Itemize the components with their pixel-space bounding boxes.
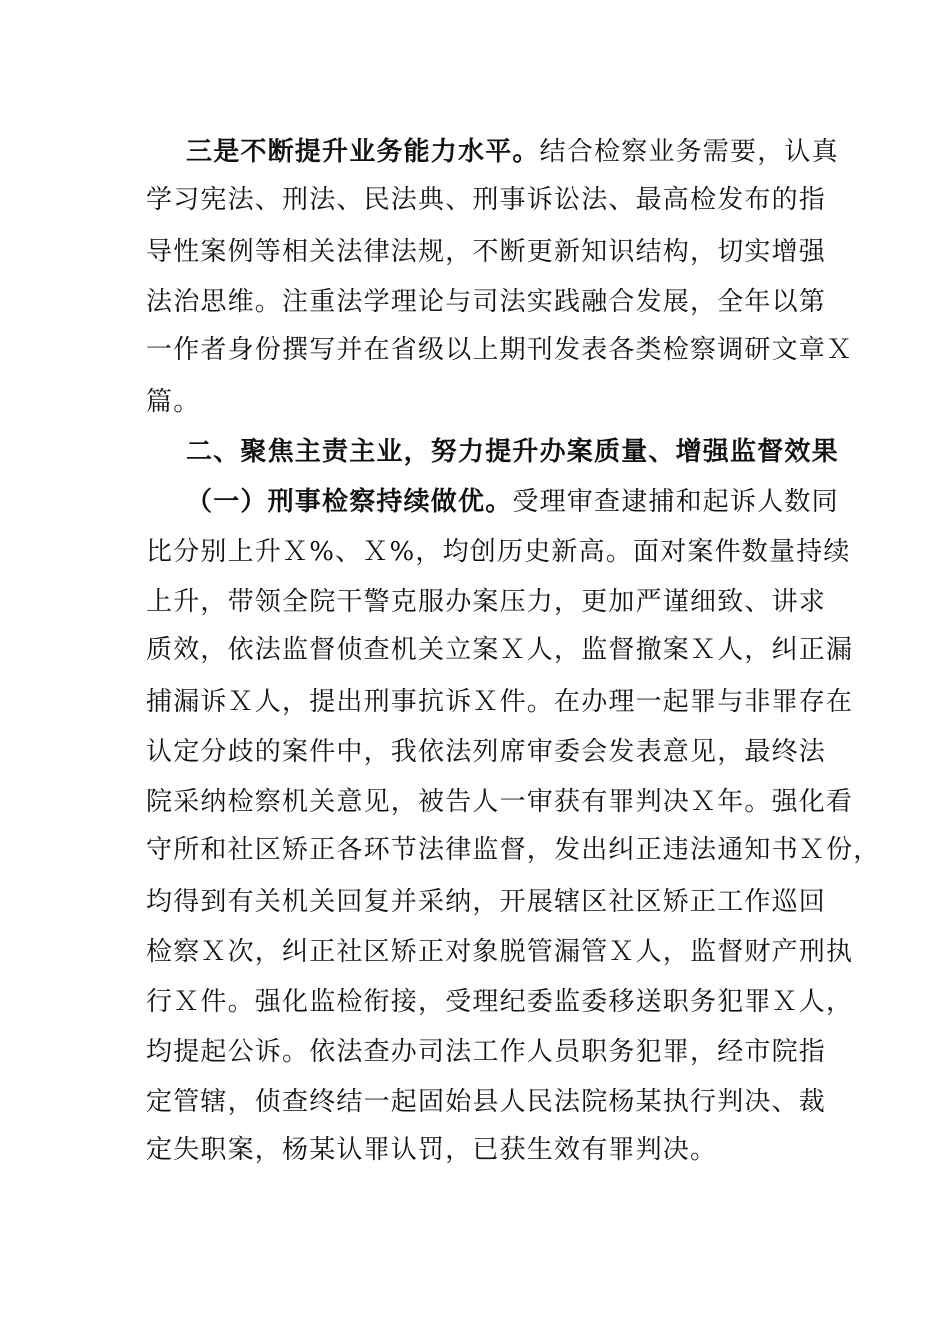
paragraph-line: 篇。: [146, 387, 201, 417]
paragraph-line: 行Ｘ件。强化监检衔接，受理纪委监委移送职务犯罪Ｘ人，: [146, 987, 854, 1017]
paragraph-line: 质效，依法监督侦查机关立案Ｘ人，监督撤案Ｘ人，纠正漏: [146, 635, 854, 665]
paragraph-line: 定失职案，杨某认罪认罚，已获生效有罪判决。: [146, 1135, 718, 1165]
paragraph-line: 捕漏诉Ｘ人，提出刑事抗诉Ｘ件。在办理一起罪与非罪存在: [146, 687, 854, 717]
paragraph-text: 受理审查逮捕和起诉人数同: [512, 487, 839, 517]
paragraph-line: 一作者身份撰写并在省级以上期刊发表各类检察调研文章Ｘ: [146, 335, 854, 365]
paragraph-text: 结合检察业务需要，认真: [539, 137, 839, 167]
paragraph-line: 法治思维。注重法学理论与司法实践融合发展，全年以第: [146, 287, 827, 317]
paragraph-line: 学习宪法、刑法、民法典、刑事诉讼法、最高检发布的指: [146, 185, 827, 215]
paragraph-line: 认定分歧的案件中，我依法列席审委会发表意见，最终法: [146, 737, 827, 767]
paragraph-line: 院采纳检察机关意见，被告人一审获有罪判决Ｘ年。强化看: [146, 787, 854, 817]
paragraph-line: 导性案例等相关法律法规，不断更新知识结构，切实增强: [146, 237, 827, 267]
paragraph-line: 定管辖，侦查终结一起固始县人民法院杨某执行判决、裁: [146, 1087, 827, 1117]
paragraph-line: 比分别上升Ｘ%、Ｘ%，均创历史新高。面对案件数量持续: [146, 537, 851, 567]
section-heading: 二、聚焦主责主业，努力提升办案质量、增强监督效果: [186, 437, 839, 467]
paragraph-lead: 三是不断提升业务能力水平。: [186, 137, 540, 167]
paragraph-line: [186, 486, 866, 518]
subsection-lead: （一）刑事检察持续做优。: [186, 487, 513, 517]
paragraph-line: 上升，带领全院干警克服办案压力，更加严谨细致、讲求: [146, 587, 827, 617]
paragraph-line: 均得到有关机关回复并采纳，开展辖区社区矫正工作巡回: [146, 887, 827, 917]
paragraph-line: 检察Ｘ次，纠正社区矫正对象脱管漏管Ｘ人，监督财产刑执: [146, 937, 854, 967]
paragraph-line: [186, 136, 866, 168]
paragraph-line: 守所和社区矫正各环节法律监督，发出纠正违法通知书Ｘ份，: [146, 835, 881, 865]
paragraph-line: 均提起公诉。依法查办司法工作人员职务犯罪，经市院指: [146, 1037, 827, 1067]
